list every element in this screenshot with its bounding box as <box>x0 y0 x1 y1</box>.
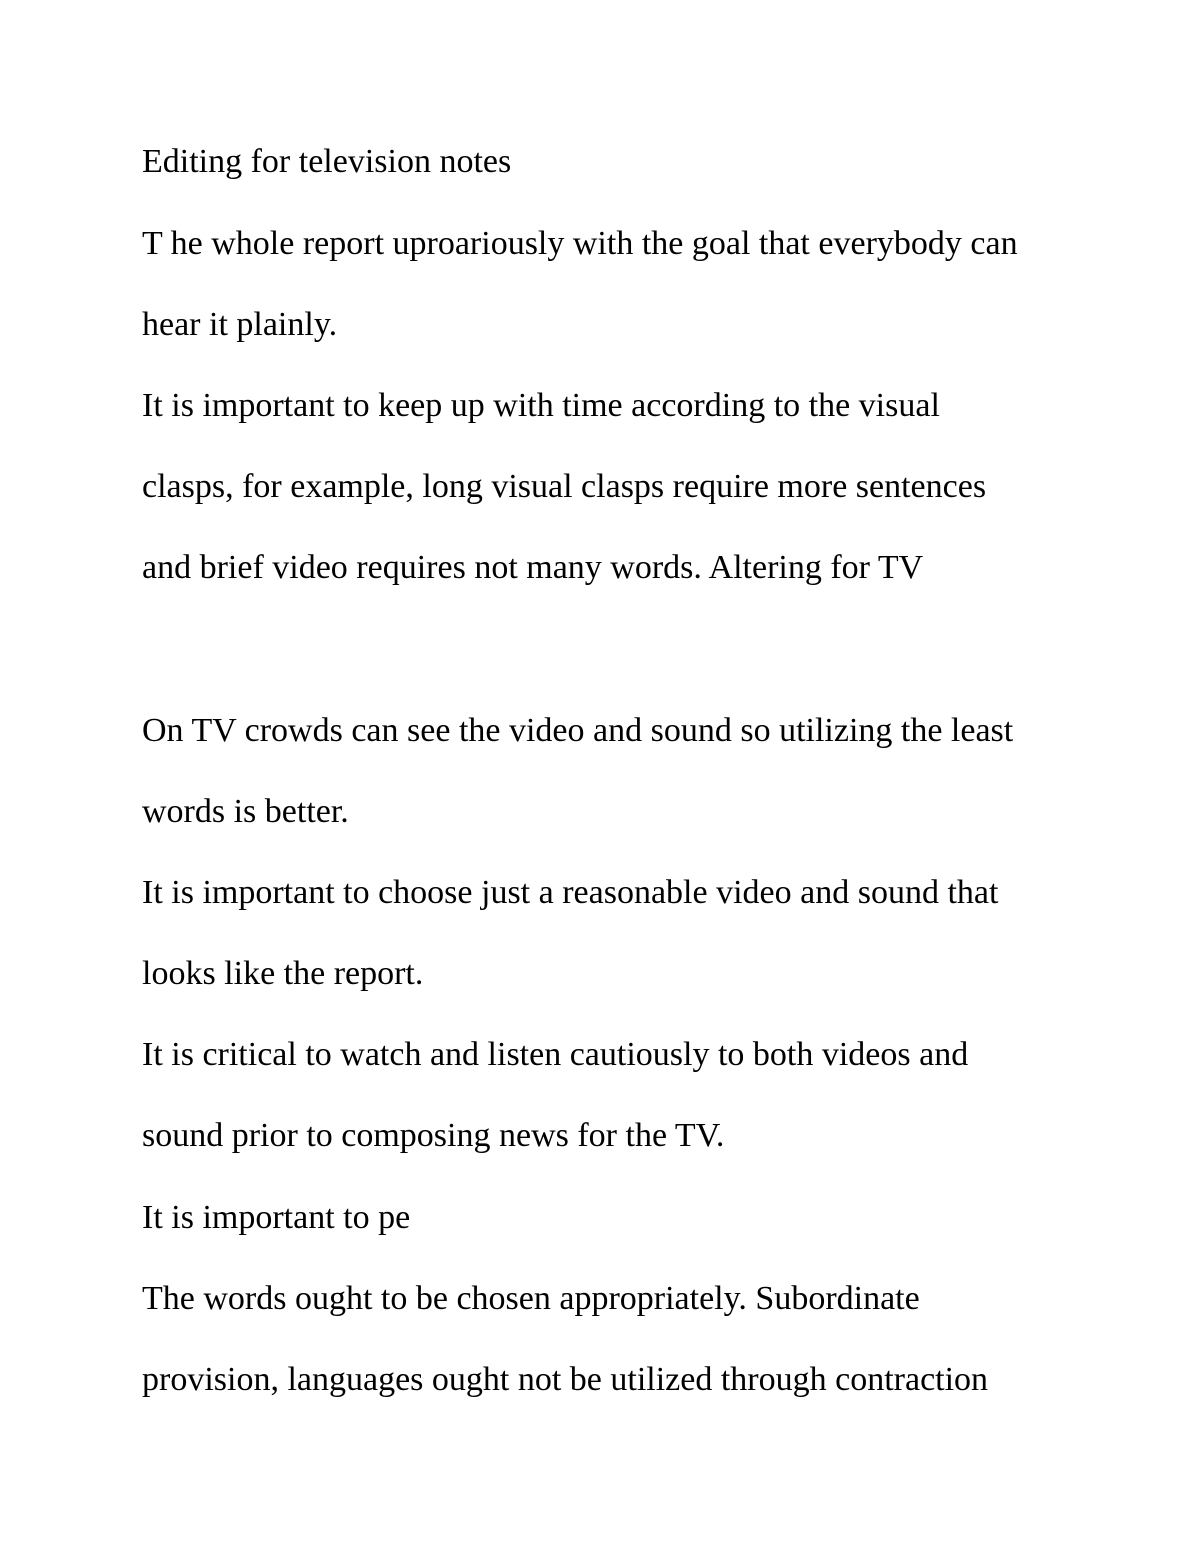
text-line: clasps, for example, long visual clasps require more sentences <box>142 468 987 505</box>
text-line: T he whole report uproariously with the goal that everybody can <box>142 225 1018 262</box>
text-line: On TV crowds can see the video and sound so utilizing the least <box>142 712 1014 749</box>
document-title: Editing for television notes <box>142 143 512 180</box>
text-line: hear it plainly. <box>142 306 338 343</box>
text-line: and brief video requires not many words. Altering for TV <box>142 549 924 586</box>
text-line: provision, languages ought not be utilized through contraction <box>142 1361 989 1398</box>
text-line: It is important to pe <box>142 1199 411 1236</box>
text-line: It is important to keep up with time according to the visual <box>142 387 940 424</box>
text-line: sound prior to composing news for the TV. <box>142 1117 725 1154</box>
text-line: It is important to choose just a reasonable video and sound that <box>142 874 999 911</box>
text-line: words is better. <box>142 793 349 830</box>
text-line: It is critical to watch and listen cautiously to both videos and <box>142 1036 969 1073</box>
text-line: The words ought to be chosen appropriately. Subordinate <box>142 1280 920 1317</box>
text-line: looks like the report. <box>142 955 424 992</box>
